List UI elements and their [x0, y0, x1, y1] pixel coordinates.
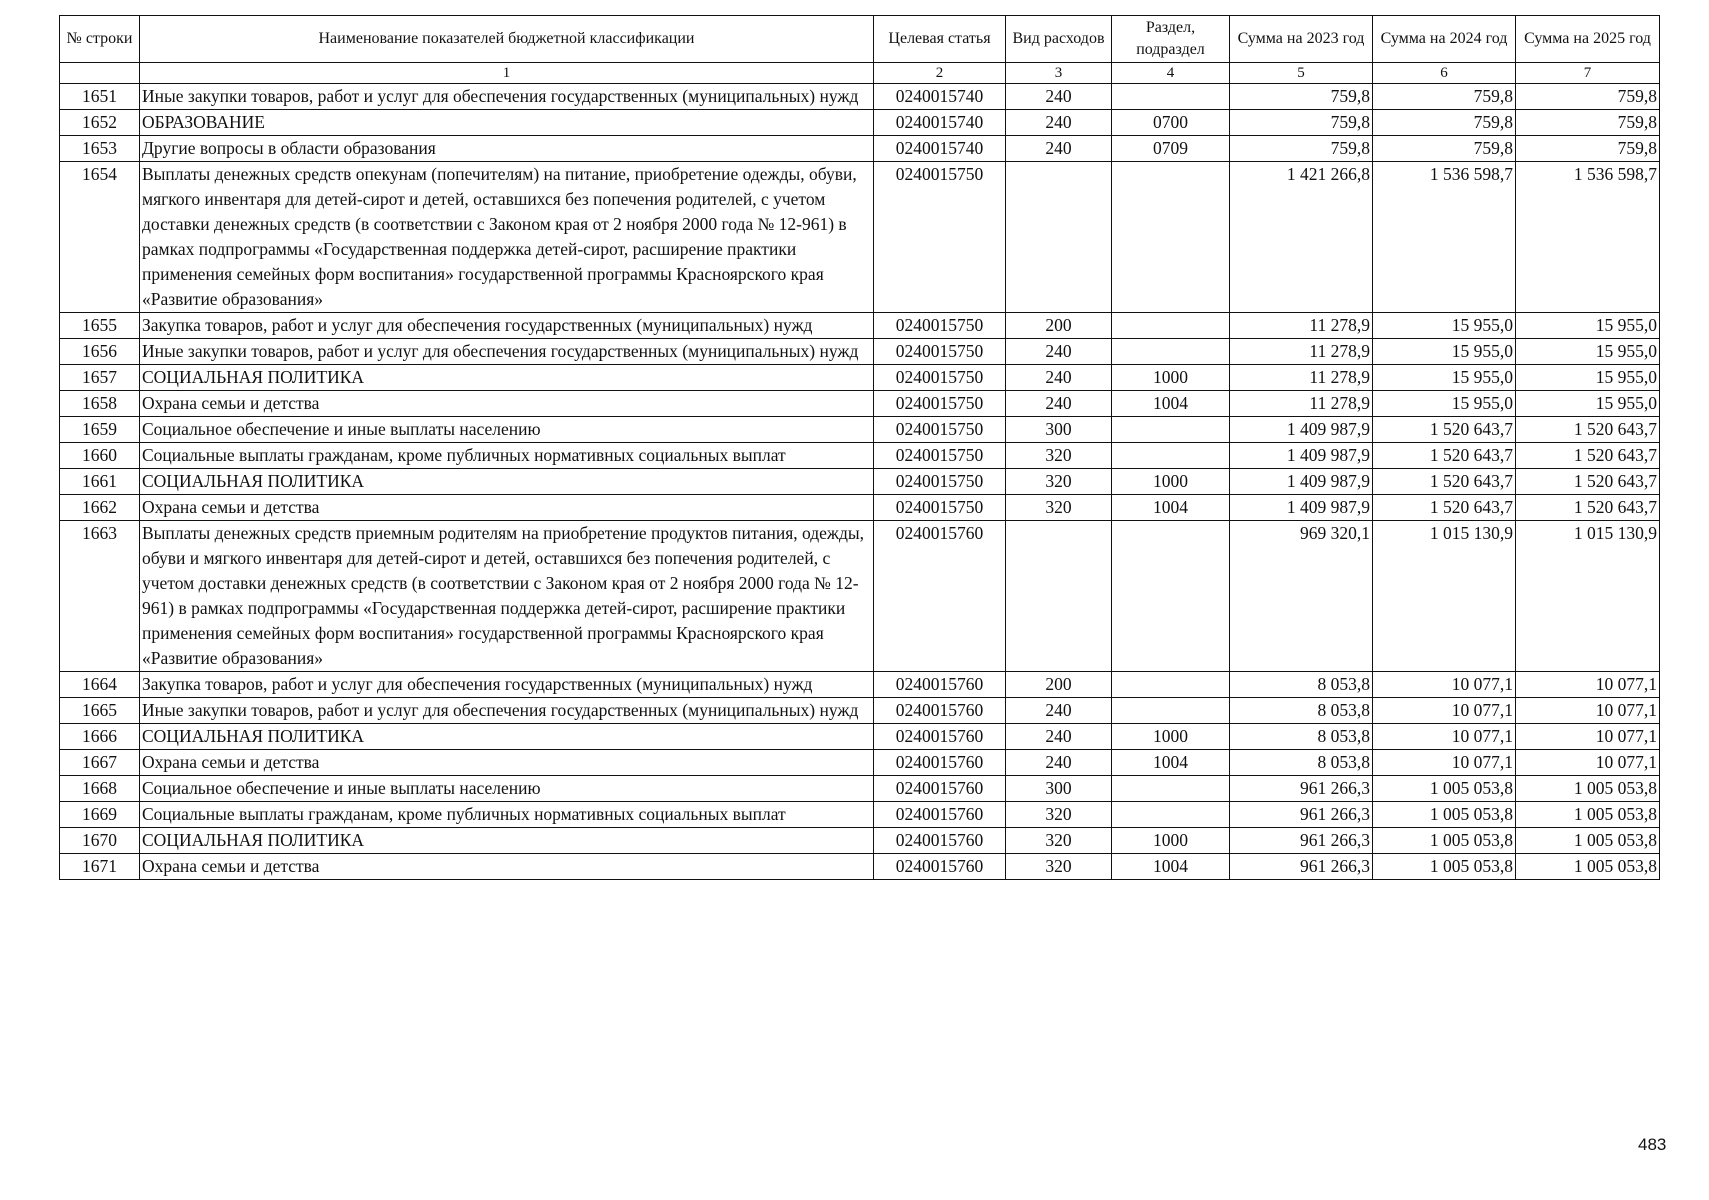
table-row	[60, 802, 1660, 828]
row-sum-2025-cell: 1 005 053,8	[1516, 776, 1660, 802]
row-target-cell: 0240015760	[874, 750, 1006, 776]
row-sum-2025-cell: 10 077,1	[1516, 750, 1660, 776]
row-sum-2024-cell: 759,8	[1373, 136, 1516, 162]
budget-table	[59, 15, 1660, 880]
row-sum-2023-cell: 1 409 987,9	[1230, 443, 1373, 469]
row-name-cell: Социальные выплаты гражданам, кроме публичных нормативных социальных выплат	[140, 802, 874, 828]
row-number-cell: 1659	[60, 417, 140, 443]
column-number: 5	[1230, 63, 1373, 84]
row-section-cell: 1004	[1112, 854, 1230, 880]
row-name-cell: СОЦИАЛЬНАЯ ПОЛИТИКА	[140, 724, 874, 750]
row-number-cell: 1658	[60, 391, 140, 417]
row-target-cell: 0240015760	[874, 698, 1006, 724]
row-number-cell: 1654	[60, 162, 140, 313]
header-expense-type: Вид расходов	[1006, 16, 1112, 63]
row-target-cell: 0240015760	[874, 521, 1006, 672]
row-name-cell: Иные закупки товаров, работ и услуг для обеспечения государственных (муниципальных) нужд	[140, 698, 874, 724]
row-number-cell: 1671	[60, 854, 140, 880]
row-expense-type-cell: 320	[1006, 469, 1112, 495]
row-number-cell: 1662	[60, 495, 140, 521]
row-sum-2025-cell: 10 077,1	[1516, 724, 1660, 750]
row-expense-type-cell: 240	[1006, 698, 1112, 724]
row-target-cell: 0240015750	[874, 391, 1006, 417]
table-row	[60, 776, 1660, 802]
table-row	[60, 110, 1660, 136]
row-number-cell: 1670	[60, 828, 140, 854]
row-sum-2023-cell: 961 266,3	[1230, 828, 1373, 854]
row-expense-type-cell: 320	[1006, 495, 1112, 521]
table-row	[60, 750, 1660, 776]
column-number: 3	[1006, 63, 1112, 84]
row-name-cell: Охрана семьи и детства	[140, 391, 874, 417]
row-sum-2023-cell: 969 320,1	[1230, 521, 1373, 672]
row-section-cell	[1112, 521, 1230, 672]
row-section-cell	[1112, 417, 1230, 443]
row-sum-2024-cell: 10 077,1	[1373, 698, 1516, 724]
row-target-cell: 0240015760	[874, 828, 1006, 854]
row-name-cell: Иные закупки товаров, работ и услуг для обеспечения государственных (муниципальных) нужд	[140, 339, 874, 365]
row-sum-2024-cell: 10 077,1	[1373, 724, 1516, 750]
row-section-cell	[1112, 339, 1230, 365]
row-sum-2023-cell: 11 278,9	[1230, 339, 1373, 365]
row-sum-2025-cell: 1 005 053,8	[1516, 828, 1660, 854]
row-target-cell: 0240015750	[874, 469, 1006, 495]
row-sum-2023-cell: 961 266,3	[1230, 776, 1373, 802]
row-section-cell: 1000	[1112, 469, 1230, 495]
row-sum-2024-cell: 15 955,0	[1373, 391, 1516, 417]
header-row-no: № строки	[60, 16, 140, 63]
row-target-cell: 0240015760	[874, 854, 1006, 880]
row-section-cell	[1112, 776, 1230, 802]
row-name-cell: Иные закупки товаров, работ и услуг для обеспечения государственных (муниципальных) нужд	[140, 84, 874, 110]
row-number-cell: 1668	[60, 776, 140, 802]
row-sum-2025-cell: 1 520 643,7	[1516, 443, 1660, 469]
row-expense-type-cell: 300	[1006, 776, 1112, 802]
row-sum-2023-cell: 961 266,3	[1230, 802, 1373, 828]
row-sum-2023-cell: 11 278,9	[1230, 313, 1373, 339]
row-sum-2025-cell: 759,8	[1516, 84, 1660, 110]
row-expense-type-cell: 320	[1006, 854, 1112, 880]
table-row	[60, 365, 1660, 391]
row-sum-2023-cell: 1 409 987,9	[1230, 417, 1373, 443]
row-target-cell: 0240015740	[874, 84, 1006, 110]
row-number-cell: 1661	[60, 469, 140, 495]
row-sum-2024-cell: 15 955,0	[1373, 339, 1516, 365]
table-body	[60, 84, 1660, 880]
row-target-cell: 0240015750	[874, 443, 1006, 469]
row-sum-2024-cell: 1 005 053,8	[1373, 776, 1516, 802]
row-sum-2023-cell: 11 278,9	[1230, 391, 1373, 417]
table-row	[60, 443, 1660, 469]
row-number-cell: 1666	[60, 724, 140, 750]
row-sum-2025-cell: 15 955,0	[1516, 391, 1660, 417]
table-row	[60, 469, 1660, 495]
header-sum-2025: Сумма на 2025 год	[1516, 16, 1660, 63]
row-sum-2025-cell: 15 955,0	[1516, 365, 1660, 391]
row-section-cell	[1112, 162, 1230, 313]
row-expense-type-cell: 240	[1006, 136, 1112, 162]
row-number-cell: 1653	[60, 136, 140, 162]
row-expense-type-cell: 240	[1006, 724, 1112, 750]
row-sum-2024-cell: 1 520 643,7	[1373, 417, 1516, 443]
row-sum-2023-cell: 1 421 266,8	[1230, 162, 1373, 313]
table-row	[60, 724, 1660, 750]
row-sum-2023-cell: 759,8	[1230, 84, 1373, 110]
row-name-cell: Охрана семьи и детства	[140, 750, 874, 776]
table-row	[60, 417, 1660, 443]
row-sum-2025-cell: 1 520 643,7	[1516, 495, 1660, 521]
row-target-cell: 0240015750	[874, 339, 1006, 365]
row-sum-2024-cell: 1 005 053,8	[1373, 828, 1516, 854]
row-target-cell: 0240015750	[874, 162, 1006, 313]
row-section-cell: 1004	[1112, 495, 1230, 521]
row-number-cell: 1663	[60, 521, 140, 672]
row-section-cell	[1112, 443, 1230, 469]
row-target-cell: 0240015760	[874, 672, 1006, 698]
row-target-cell: 0240015750	[874, 417, 1006, 443]
row-sum-2025-cell: 1 520 643,7	[1516, 417, 1660, 443]
row-name-cell: СОЦИАЛЬНАЯ ПОЛИТИКА	[140, 469, 874, 495]
row-name-cell: Охрана семьи и детства	[140, 495, 874, 521]
row-section-cell	[1112, 84, 1230, 110]
column-numbers-row	[60, 63, 1660, 84]
row-sum-2025-cell: 1 005 053,8	[1516, 854, 1660, 880]
row-name-cell: Социальное обеспечение и иные выплаты населению	[140, 776, 874, 802]
row-sum-2024-cell: 1 005 053,8	[1373, 802, 1516, 828]
row-section-cell: 0709	[1112, 136, 1230, 162]
row-number-cell: 1657	[60, 365, 140, 391]
row-name-cell: Выплаты денежных средств приемным родителям на приобретение продуктов питания, одежды, обуви и мягкого инвентаря для детей-сирот и детей, оставшихся без попечения родителей, с учетом доставки денежных средств (в соответствии с Законом края от 2 ноября 2000 года № 12-961) в рамках подпрограммы «Государственная поддержка детей-сирот, расширение практики применения семейных форм воспитания» государственной программы Красноярского края «Развитие образования»	[140, 521, 874, 672]
header-sum-2023: Сумма на 2023 год	[1230, 16, 1373, 63]
table-row	[60, 391, 1660, 417]
row-number-cell: 1667	[60, 750, 140, 776]
row-target-cell: 0240015740	[874, 136, 1006, 162]
table-row	[60, 495, 1660, 521]
table-row	[60, 162, 1660, 313]
row-sum-2025-cell: 1 015 130,9	[1516, 521, 1660, 672]
row-sum-2023-cell: 11 278,9	[1230, 365, 1373, 391]
table-row	[60, 84, 1660, 110]
row-target-cell: 0240015760	[874, 776, 1006, 802]
row-sum-2025-cell: 1 536 598,7	[1516, 162, 1660, 313]
row-expense-type-cell	[1006, 162, 1112, 313]
table-row	[60, 672, 1660, 698]
row-sum-2024-cell: 1 015 130,9	[1373, 521, 1516, 672]
row-sum-2023-cell: 8 053,8	[1230, 672, 1373, 698]
row-sum-2025-cell: 1 005 053,8	[1516, 802, 1660, 828]
table-header-row	[60, 16, 1660, 63]
row-expense-type-cell: 320	[1006, 443, 1112, 469]
row-sum-2023-cell: 759,8	[1230, 136, 1373, 162]
row-name-cell: СОЦИАЛЬНАЯ ПОЛИТИКА	[140, 828, 874, 854]
row-target-cell: 0240015750	[874, 365, 1006, 391]
row-sum-2025-cell: 10 077,1	[1516, 672, 1660, 698]
row-section-cell	[1112, 698, 1230, 724]
row-name-cell: Закупка товаров, работ и услуг для обеспечения государственных (муниципальных) нужд	[140, 313, 874, 339]
row-section-cell: 1000	[1112, 724, 1230, 750]
column-number: 2	[874, 63, 1006, 84]
row-section-cell	[1112, 672, 1230, 698]
row-expense-type-cell: 240	[1006, 365, 1112, 391]
row-sum-2024-cell: 10 077,1	[1373, 672, 1516, 698]
column-number: 6	[1373, 63, 1516, 84]
page-number: 483	[1638, 1135, 1667, 1154]
row-sum-2023-cell: 1 409 987,9	[1230, 469, 1373, 495]
row-section-cell	[1112, 313, 1230, 339]
row-expense-type-cell: 200	[1006, 672, 1112, 698]
table-row	[60, 854, 1660, 880]
row-sum-2024-cell: 1 536 598,7	[1373, 162, 1516, 313]
row-expense-type-cell: 320	[1006, 828, 1112, 854]
row-sum-2023-cell: 8 053,8	[1230, 698, 1373, 724]
row-name-cell: Другие вопросы в области образования	[140, 136, 874, 162]
row-name-cell: Социальные выплаты гражданам, кроме публичных нормативных социальных выплат	[140, 443, 874, 469]
row-target-cell: 0240015750	[874, 495, 1006, 521]
row-sum-2023-cell: 8 053,8	[1230, 750, 1373, 776]
row-name-cell: Выплаты денежных средств опекунам (попечителям) на питание, приобретение одежды, обуви, мягкого инвентаря для детей-сирот и детей, оставшихся без попечения родителей, с учетом доставки денежных средств (в соответствии с Законом края от 2 ноября 2000 года № 12-961) в рамках подпрограммы «Государственная поддержка детей-сирот, расширение практики применения семейных форм воспитания» государственной программы Красноярского края «Развитие образования»	[140, 162, 874, 313]
row-expense-type-cell: 240	[1006, 84, 1112, 110]
row-sum-2023-cell: 961 266,3	[1230, 854, 1373, 880]
row-sum-2024-cell: 1 005 053,8	[1373, 854, 1516, 880]
header-section: Раздел, подраздел	[1112, 16, 1230, 63]
column-number	[60, 63, 140, 84]
row-number-cell: 1652	[60, 110, 140, 136]
table-row	[60, 136, 1660, 162]
row-name-cell: СОЦИАЛЬНАЯ ПОЛИТИКА	[140, 365, 874, 391]
row-sum-2024-cell: 15 955,0	[1373, 313, 1516, 339]
row-expense-type-cell: 240	[1006, 339, 1112, 365]
row-sum-2024-cell: 759,8	[1373, 110, 1516, 136]
row-expense-type-cell: 300	[1006, 417, 1112, 443]
row-sum-2024-cell: 15 955,0	[1373, 365, 1516, 391]
column-number: 7	[1516, 63, 1660, 84]
row-sum-2024-cell: 759,8	[1373, 84, 1516, 110]
header-target: Целевая статья	[874, 16, 1006, 63]
row-number-cell: 1664	[60, 672, 140, 698]
row-target-cell: 0240015760	[874, 802, 1006, 828]
row-expense-type-cell: 240	[1006, 391, 1112, 417]
row-sum-2024-cell: 1 520 643,7	[1373, 495, 1516, 521]
row-expense-type-cell	[1006, 521, 1112, 672]
row-section-cell: 1004	[1112, 750, 1230, 776]
row-section-cell: 1000	[1112, 828, 1230, 854]
row-expense-type-cell: 240	[1006, 110, 1112, 136]
row-name-cell: ОБРАЗОВАНИЕ	[140, 110, 874, 136]
row-number-cell: 1669	[60, 802, 140, 828]
table-row	[60, 339, 1660, 365]
header-sum-2024: Сумма на 2024 год	[1373, 16, 1516, 63]
row-sum-2025-cell: 15 955,0	[1516, 339, 1660, 365]
row-sum-2023-cell: 759,8	[1230, 110, 1373, 136]
row-expense-type-cell: 240	[1006, 750, 1112, 776]
row-number-cell: 1651	[60, 84, 140, 110]
row-number-cell: 1656	[60, 339, 140, 365]
row-section-cell	[1112, 802, 1230, 828]
row-sum-2024-cell: 10 077,1	[1373, 750, 1516, 776]
table-row	[60, 698, 1660, 724]
row-section-cell: 1000	[1112, 365, 1230, 391]
table-row	[60, 521, 1660, 672]
row-sum-2025-cell: 15 955,0	[1516, 313, 1660, 339]
row-sum-2025-cell: 1 520 643,7	[1516, 469, 1660, 495]
row-sum-2025-cell: 10 077,1	[1516, 698, 1660, 724]
row-sum-2025-cell: 759,8	[1516, 136, 1660, 162]
row-sum-2023-cell: 8 053,8	[1230, 724, 1373, 750]
row-sum-2023-cell: 1 409 987,9	[1230, 495, 1373, 521]
row-sum-2025-cell: 759,8	[1516, 110, 1660, 136]
column-number: 4	[1112, 63, 1230, 84]
row-target-cell: 0240015750	[874, 313, 1006, 339]
row-target-cell: 0240015760	[874, 724, 1006, 750]
row-section-cell: 0700	[1112, 110, 1230, 136]
row-number-cell: 1660	[60, 443, 140, 469]
row-name-cell: Закупка товаров, работ и услуг для обеспечения государственных (муниципальных) нужд	[140, 672, 874, 698]
table-row	[60, 313, 1660, 339]
row-section-cell: 1004	[1112, 391, 1230, 417]
header-name: Наименование показателей бюджетной классификации	[140, 16, 874, 63]
row-name-cell: Социальное обеспечение и иные выплаты населению	[140, 417, 874, 443]
table-row	[60, 828, 1660, 854]
document-page	[59, 15, 1659, 880]
row-sum-2024-cell: 1 520 643,7	[1373, 443, 1516, 469]
row-name-cell: Охрана семьи и детства	[140, 854, 874, 880]
row-sum-2024-cell: 1 520 643,7	[1373, 469, 1516, 495]
row-expense-type-cell: 200	[1006, 313, 1112, 339]
row-number-cell: 1655	[60, 313, 140, 339]
row-target-cell: 0240015740	[874, 110, 1006, 136]
row-expense-type-cell: 320	[1006, 802, 1112, 828]
column-number: 1	[140, 63, 874, 84]
row-number-cell: 1665	[60, 698, 140, 724]
